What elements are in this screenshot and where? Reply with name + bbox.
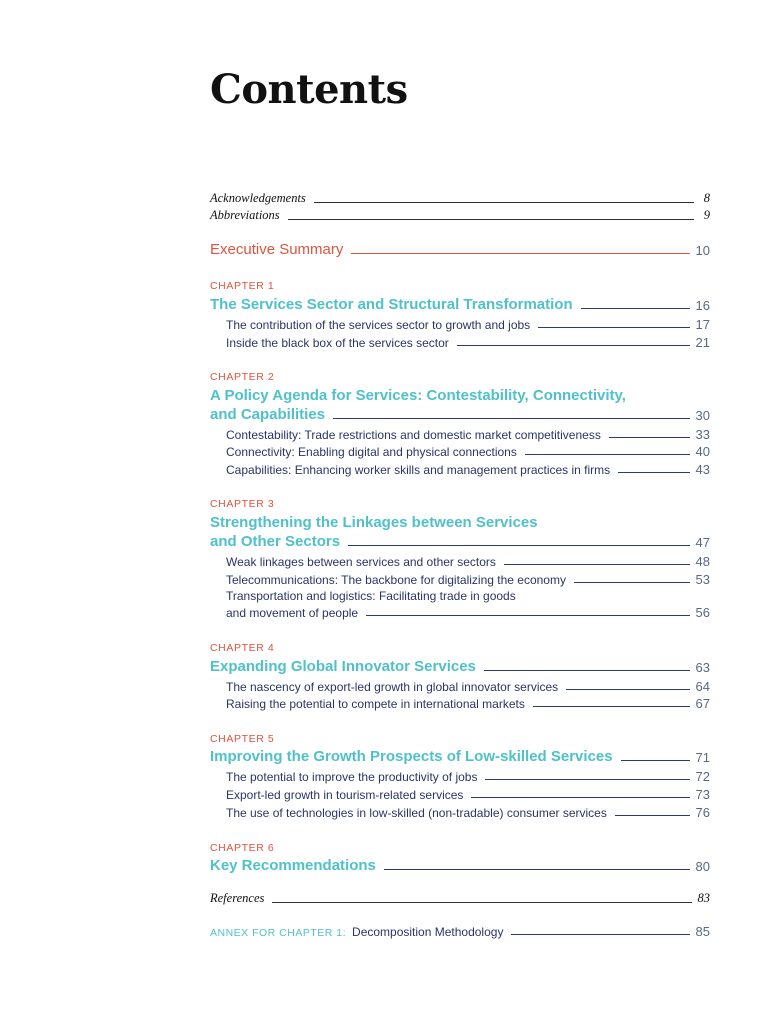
- page-number: 63: [695, 660, 710, 675]
- leader-rule: [485, 779, 689, 780]
- leader-rule: [471, 797, 689, 798]
- chapter-label: CHAPTER 1: [210, 280, 275, 292]
- page-number: 9: [703, 208, 710, 222]
- toc-section[interactable]: [226, 805, 710, 820]
- chapter-title-line[interactable]: A Policy Agenda for Services: Contestability, Connectivity,: [210, 387, 626, 404]
- toc-section[interactable]: [226, 572, 710, 587]
- section-title: Weak linkages between services and other sectors: [226, 555, 496, 569]
- toc-section[interactable]: [226, 605, 710, 620]
- page-number: 10: [695, 243, 710, 258]
- toc-chapter-4[interactable]: [210, 658, 710, 675]
- leader-rule: [504, 564, 690, 565]
- chapter-label: CHAPTER 5: [210, 733, 275, 745]
- page-number: 76: [695, 805, 710, 820]
- toc-section[interactable]: [226, 787, 710, 802]
- page-number: 67: [695, 696, 710, 711]
- page-number: 71: [695, 750, 710, 765]
- toc-section[interactable]: [226, 554, 710, 569]
- section-title: Raising the potential to compete in international markets: [226, 697, 525, 711]
- toc-entry-abbreviations[interactable]: [210, 208, 710, 223]
- leader-rule: [484, 670, 690, 671]
- page-number: 56: [695, 605, 710, 620]
- leader-rule: [348, 545, 689, 546]
- leader-rule: [366, 615, 689, 616]
- leader-rule: [581, 308, 690, 309]
- leader-rule: [288, 219, 694, 220]
- chapter-label: CHAPTER 6: [210, 842, 275, 854]
- toc-entry-annex[interactable]: [210, 924, 710, 939]
- toc-section[interactable]: [226, 317, 710, 332]
- page-number: 64: [695, 679, 710, 694]
- section-title: The potential to improve the productivity of jobs: [226, 770, 478, 784]
- page-number: 47: [695, 535, 710, 550]
- leader-rule: [314, 202, 694, 203]
- page-number: 33: [695, 427, 710, 442]
- section-title: and movement of people: [226, 606, 359, 620]
- section-title: Contestability: Trade restrictions and domestic market competitiveness: [226, 428, 601, 442]
- toc-section[interactable]: [226, 335, 710, 350]
- section-title: The nascency of export-led growth in global innovator services: [226, 680, 559, 694]
- toc-chapter-2[interactable]: [210, 406, 710, 423]
- toc-section[interactable]: [226, 769, 710, 784]
- toc-chapter-6[interactable]: [210, 857, 710, 874]
- leader-rule: [538, 327, 689, 328]
- section-title: Telecommunications: The backbone for digitalizing the economy: [226, 573, 566, 587]
- leader-rule: [533, 706, 690, 707]
- page-number: 85: [695, 924, 710, 939]
- chapter-title: and Capabilities: [210, 406, 326, 423]
- entry-label: Abbreviations: [210, 208, 280, 222]
- leader-rule: [525, 454, 690, 455]
- entry-label: Acknowledgements: [210, 191, 306, 205]
- section-title: Export-led growth in tourism-related services: [226, 788, 464, 802]
- page-number: 16: [695, 298, 710, 313]
- leader-rule: [618, 472, 689, 473]
- annex-label: [210, 925, 503, 939]
- toc-section[interactable]: [226, 679, 710, 694]
- page-number: 8: [703, 191, 710, 205]
- page-number: 53: [695, 572, 710, 587]
- chapter-title: and Other Sectors: [210, 533, 341, 550]
- toc-chapter-3[interactable]: [210, 533, 710, 550]
- leader-rule: [609, 437, 690, 438]
- toc-section[interactable]: [226, 462, 710, 477]
- section-title: The use of technologies in low-skilled (non-tradable) consumer services: [226, 806, 607, 820]
- section-title: Capabilities: Enhancing worker skills and management practices in firms: [226, 463, 611, 477]
- toc-entry-references[interactable]: [210, 891, 710, 906]
- chapter-title: Key Recommendations: [210, 857, 376, 874]
- section-title-line[interactable]: Transportation and logistics: Facilitating trade in goods: [226, 589, 516, 603]
- chapter-title: Expanding Global Innovator Services: [210, 658, 476, 675]
- toc-chapter-1[interactable]: [210, 296, 710, 313]
- chapter-title-line[interactable]: Strengthening the Linkages between Services: [210, 514, 538, 531]
- entry-label: References: [210, 891, 265, 905]
- chapter-label: CHAPTER 4: [210, 642, 275, 654]
- leader-rule: [566, 689, 689, 690]
- leader-rule: [615, 815, 690, 816]
- chapter-label: CHAPTER 2: [210, 371, 275, 383]
- page-number: 40: [695, 444, 710, 459]
- page-number: 73: [695, 787, 710, 802]
- page-number: 83: [697, 891, 710, 905]
- toc-chapter-5[interactable]: [210, 748, 710, 765]
- page-number: 48: [695, 554, 710, 569]
- chapter-title: Improving the Growth Prospects of Low-skilled Services: [210, 748, 613, 765]
- page-number: 17: [695, 317, 710, 332]
- leader-rule: [574, 582, 690, 583]
- annex-tag: ANNEX FOR CHAPTER 1:: [210, 927, 347, 939]
- toc-section[interactable]: [226, 696, 710, 711]
- leader-rule: [621, 760, 690, 761]
- toc-section[interactable]: [226, 444, 710, 459]
- page-number: 72: [695, 769, 710, 784]
- annex-title: Decomposition Methodology: [352, 925, 504, 939]
- leader-rule: [351, 253, 689, 254]
- leader-rule: [511, 934, 689, 935]
- leader-rule: [457, 345, 690, 346]
- page-number: 30: [695, 408, 710, 423]
- page-number: 21: [695, 335, 710, 350]
- chapter-label: CHAPTER 3: [210, 498, 275, 510]
- entry-label: Executive Summary: [210, 241, 344, 258]
- leader-rule: [272, 902, 691, 903]
- leader-rule: [333, 418, 690, 419]
- leader-rule: [384, 869, 690, 870]
- toc-entry-executive-summary[interactable]: [210, 241, 710, 258]
- chapter-title: The Services Sector and Structural Transformation: [210, 296, 573, 313]
- section-title: Connectivity: Enabling digital and physical connections: [226, 445, 517, 459]
- section-title: The contribution of the services sector to growth and jobs: [226, 318, 531, 332]
- page-number: 43: [695, 462, 710, 477]
- page-title: Contents: [210, 66, 408, 113]
- toc-section[interactable]: [226, 427, 710, 442]
- toc-entry-acknowledgements[interactable]: [210, 191, 710, 206]
- section-title: Inside the black box of the services sector: [226, 336, 449, 350]
- page-number: 80: [695, 859, 710, 874]
